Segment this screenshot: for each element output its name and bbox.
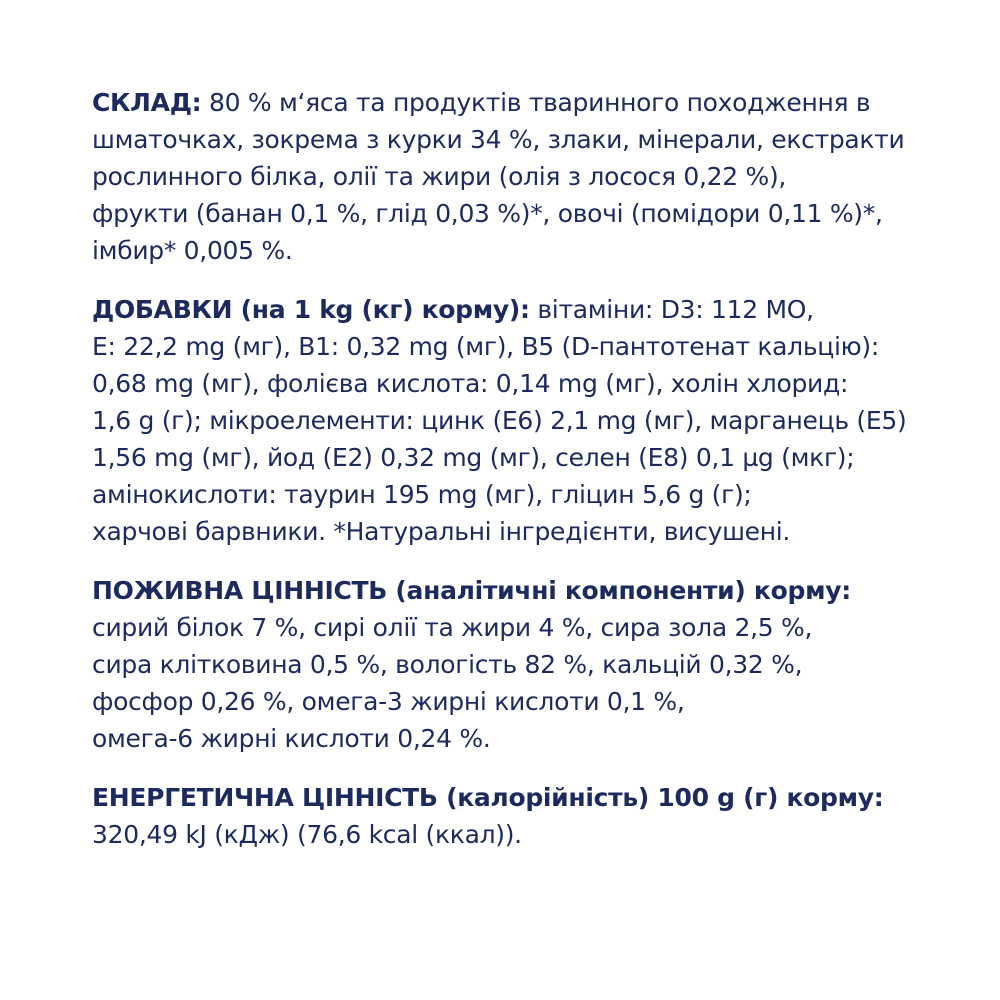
nutrition-line: сира клітковина 0,5 %, вологість 82 %, кальцій 0,32 %, — [92, 650, 803, 679]
energy-section — [92, 779, 912, 853]
additives-line-1 — [92, 291, 912, 328]
additives-text: вітаміни: D3: 112 МО, — [529, 295, 814, 324]
additives-line: амінокислоти: таурин 195 mg (мг), гліцин 5,6 g (г); — [92, 480, 752, 509]
composition-text: 80 % м‘яса та продуктів тваринного походження в — [201, 88, 871, 117]
composition-line: фрукти (банан 0,1 %, глід 0,03 %)*, овочі (помідори 0,11 %)*, — [92, 199, 883, 228]
composition-line: шматочках, зокрема з курки 34 %, злаки, мінерали, екстракти — [92, 125, 905, 154]
additives-line: харчові барвники. *Натуральні інгредієнти, висушені. — [92, 517, 791, 546]
nutrition-line: омега-6 жирні кислоти 0,24 %. — [92, 724, 491, 753]
composition-section — [92, 84, 912, 269]
additives-line: 0,68 mg (мг), фолієва кислота: 0,14 mg (мг), холін хлорид: — [92, 369, 849, 398]
energy-heading: ЕНЕРГЕТИЧНА ЦІННІСТЬ (калорійність) 100 g (г) корму: — [92, 783, 884, 812]
composition-heading: СКЛАД: — [92, 88, 202, 117]
nutrition-section — [92, 572, 912, 757]
composition-line: імбир* 0,005 %. — [92, 236, 293, 265]
additives-line: 1,56 mg (мг), йод (E2) 0,32 mg (мг), селен (E8) 0,1 µg (мкг); — [92, 443, 855, 472]
additives-heading: ДОБАВКИ (на 1 kg (кг) корму): — [92, 295, 530, 324]
nutrition-heading: ПОЖИВНА ЦІННІСТЬ (аналітичні компоненти) корму: — [92, 576, 851, 605]
additives-line: E: 22,2 mg (мг), B1: 0,32 mg (мг), B5 (D-пантотенат кальцію): — [92, 332, 879, 361]
label-text-block — [92, 84, 912, 875]
composition-line-1 — [92, 84, 912, 121]
nutrition-line: сирий білок 7 %, сирі олії та жири 4 %, сира зола 2,5 %, — [92, 613, 813, 642]
additives-section — [92, 291, 912, 550]
energy-line: 320,49 kJ (кДж) (76,6 kcal (ккал)). — [92, 820, 522, 849]
composition-line: рослинного білка, олії та жири (олія з лосося 0,22 %), — [92, 162, 787, 191]
nutrition-line: фосфор 0,26 %, омега-3 жирні кислоти 0,1 %, — [92, 687, 685, 716]
additives-line: 1,6 g (г); мікроелементи: цинк (E6) 2,1 mg (мг), марганець (E5) — [92, 406, 907, 435]
